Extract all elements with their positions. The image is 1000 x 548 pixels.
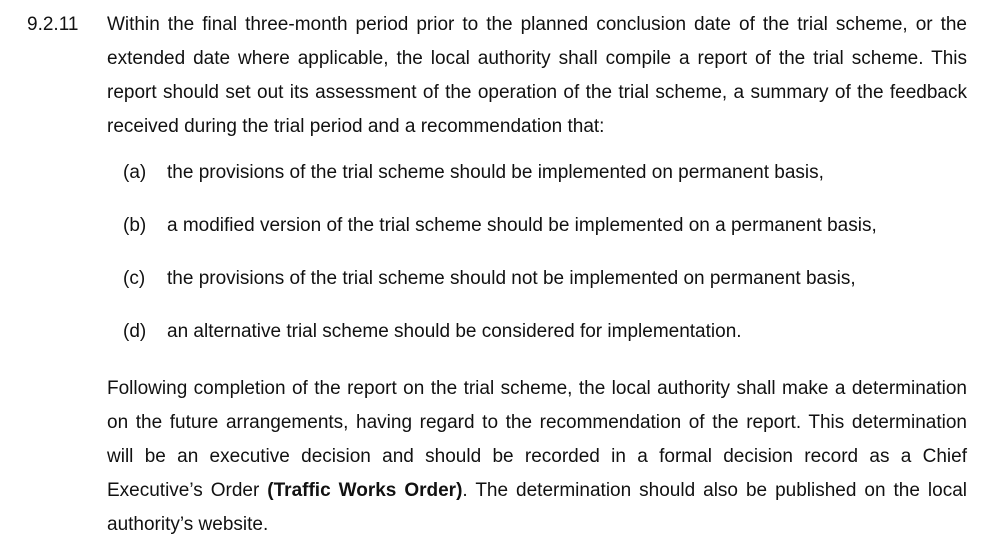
list-marker: (c) — [123, 268, 146, 289]
conclusion-text: Following completion of the report on the trial scheme, the local authority shall make a determination on the future arrangements, having regard to the recommendation of the report. This determination will be an executive decision and should be recorded in a formal decision record as a Chief Executive’s Order — [107, 378, 967, 501]
conclusion-text-end: . The determination should also be published on the local authority’s website. — [107, 480, 967, 535]
list-marker: (b) — [123, 215, 147, 236]
list-item — [123, 209, 983, 262]
recommendation-list — [123, 156, 983, 368]
list-item — [123, 156, 983, 209]
conclusion-paragraph — [107, 372, 967, 542]
list-item-text: an alternative trial scheme should be considered for implementation. — [167, 321, 742, 342]
list-item — [123, 262, 983, 315]
list-marker: (a) — [123, 162, 147, 183]
intro-paragraph: Within the final three-month period prior to the planned conclusion date of the trial scheme, or the extended date where applicable, the local authority shall compile a report of the trial scheme. This report should set out its assessment of the operation of the trial scheme, a summary of the feedback received during the trial period and a recommendation that: — [107, 14, 967, 137]
order-name: (Traffic Works Order) — [267, 480, 463, 501]
list-item-text: the provisions of the trial scheme should be implemented on permanent basis, — [167, 162, 824, 183]
section-number: 9.2.11 — [27, 14, 79, 35]
list-marker: (d) — [123, 321, 147, 342]
list-item-text: a modified version of the trial scheme should be implemented on a permanent basis, — [167, 215, 877, 236]
list-item — [123, 315, 983, 368]
list-item-text: the provisions of the trial scheme should not be implemented on permanent basis, — [167, 268, 856, 289]
